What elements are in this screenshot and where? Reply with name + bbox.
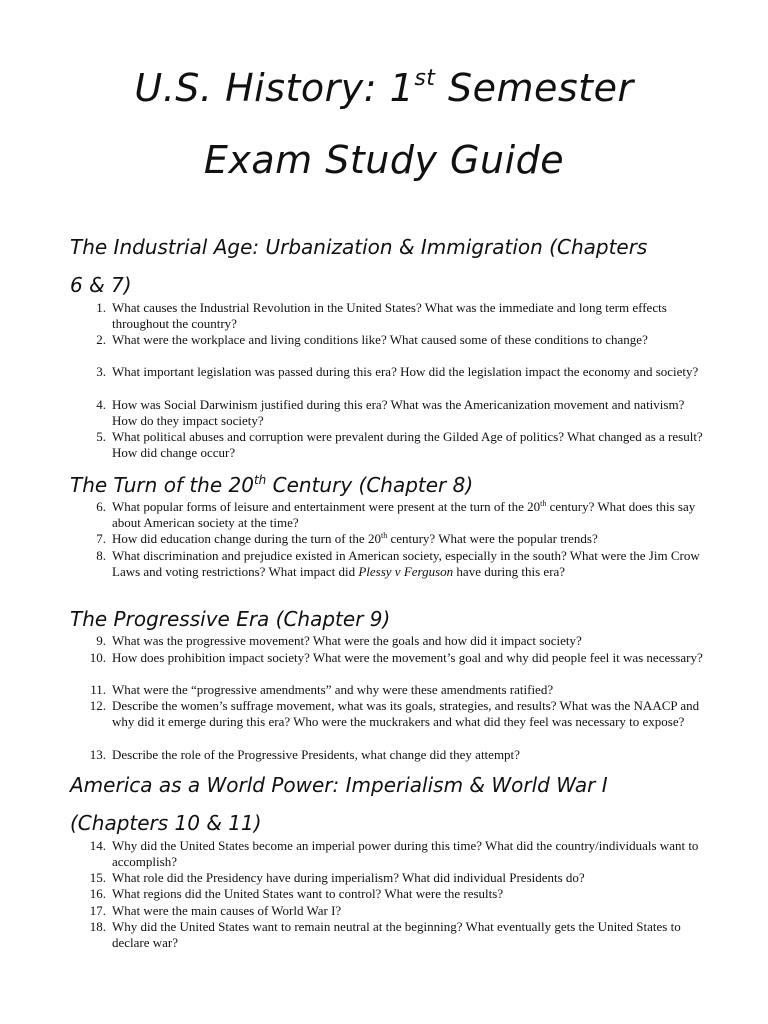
question-text-pre: What popular forms of leisure and entertainment were present at the turn of the 20 (112, 499, 541, 514)
section-title-industrial-line-2: 6 & 7) (70, 273, 132, 297)
question-item (80, 886, 710, 902)
section-title-post: Century (Chapter 8) (266, 473, 474, 497)
section-title-world-power-line-2: (Chapters 10 & 11) (70, 811, 262, 835)
question-number: 9. (96, 633, 106, 648)
question-item (80, 633, 710, 649)
section-title-industrial-line-1: The Industrial Age: Urbanization & Immigration (Chapters (70, 235, 648, 259)
question-number: 16. (89, 886, 106, 901)
question-number: 8. (96, 548, 106, 563)
question-text: What was the progressive movement? What were the goals and how did it impact society? (112, 633, 582, 648)
question-number: 14. (89, 838, 106, 853)
question-item (80, 870, 710, 886)
question-text: What were the main causes of World War I? (112, 903, 342, 918)
question-text: Describe the women’s suffrage movement, what was its goals, strategies, and results? What was the NAACP and why did it emerge during this era? Who were the muckrakers and what did they feel was necessary to expose? (112, 698, 700, 729)
question-item (80, 747, 710, 763)
question-number: 11. (90, 682, 106, 697)
question-number: 6. (96, 499, 106, 514)
question-number: 15. (89, 870, 106, 885)
section-title-pre: The Turn of the 20 (70, 473, 254, 497)
question-number: 5. (96, 429, 106, 444)
question-number: 4. (96, 397, 106, 412)
question-number: 18. (89, 919, 106, 934)
question-text: What political abuses and corruption were prevalent during the Gilded Age of politics? What changed as a result? How did change occur? (112, 429, 703, 460)
question-number: 7. (96, 531, 106, 546)
case-name-italic: Plessy v Ferguson (358, 564, 454, 579)
section-title-world-power-line-1: America as a World Power: Imperialism & World War I (70, 773, 608, 797)
question-text: What regions did the United States want to control? What were the results? (112, 886, 504, 901)
question-item (80, 332, 710, 348)
question-item (80, 698, 710, 730)
title-text-post: Semester (435, 66, 634, 110)
question-text: What causes the Industrial Revolution in the United States? What was the immediate and long term effects throughout the country? (112, 300, 667, 331)
question-text: What role did the Presidency have during imperialism? What did individual Presidents do? (112, 870, 585, 885)
question-text-superscript: th (380, 531, 388, 540)
question-text (112, 499, 710, 531)
question-number: 1. (96, 300, 106, 315)
page-title-line-2: Exam Study Guide (203, 138, 565, 182)
question-item (80, 499, 710, 531)
question-text: How was Social Darwinism justified during this era? What was the Americanization movement and nativism? How do they impact society? (112, 397, 685, 428)
question-text-pre: How did education change during the turn of the 20 (112, 531, 381, 546)
question-text-superscript: th (540, 499, 547, 508)
question-text: What were the “progressive amendments” and why were these amendments ratified? (112, 682, 554, 697)
question-number: 17. (89, 903, 106, 918)
question-item (80, 364, 710, 380)
question-item (80, 300, 710, 332)
question-text-post: century? What does this say about American society at the time? (112, 499, 696, 530)
question-number: 2. (96, 332, 106, 347)
question-text (112, 548, 710, 580)
question-item (80, 838, 710, 870)
question-item (80, 650, 710, 666)
question-item (80, 531, 710, 547)
question-text: Why did the United States become an imperial power during this time? What did the country/individuals want to accomplish? (112, 838, 699, 869)
question-item (80, 919, 710, 951)
question-text: What were the workplace and living conditions like? What caused some of these conditions to change? (112, 332, 648, 347)
question-text (112, 531, 710, 547)
question-text: What important legislation was passed during this era? How did the legislation impact the economy and society? (112, 364, 699, 379)
question-item (80, 903, 710, 919)
page-title-line-1 (0, 66, 768, 110)
question-item (80, 397, 710, 429)
question-item (80, 548, 710, 580)
question-text-post: have during this era? (453, 564, 566, 579)
question-number: 13. (89, 747, 106, 762)
question-text: How does prohibition impact society? What were the movement’s goal and why did people feel it was necessary? (112, 650, 703, 665)
question-number: 12. (89, 698, 106, 713)
section-title-progressive-era: The Progressive Era (Chapter 9) (70, 607, 391, 631)
question-text: Why did the United States want to remain neutral at the beginning? What eventually gets the United States to declare war? (112, 919, 681, 950)
question-text-pre: What discrimination and prejudice existed in American society, especially in the south? What were the Jim Crow Laws and voting restrictions? What impact did (112, 548, 700, 579)
section-title-superscript: th (253, 473, 267, 487)
question-item (80, 682, 710, 698)
question-text: Describe the role of the Progressive Presidents, what change did they attempt? (112, 747, 520, 762)
title-text-pre: U.S. History: 1 (134, 66, 415, 110)
question-number: 10. (89, 650, 106, 665)
question-item (80, 429, 710, 461)
question-text-post: century? What were the popular trends? (387, 531, 598, 546)
section-title-turn-of-century (70, 473, 710, 497)
title-superscript: st (414, 66, 436, 91)
question-number: 3. (96, 364, 106, 379)
